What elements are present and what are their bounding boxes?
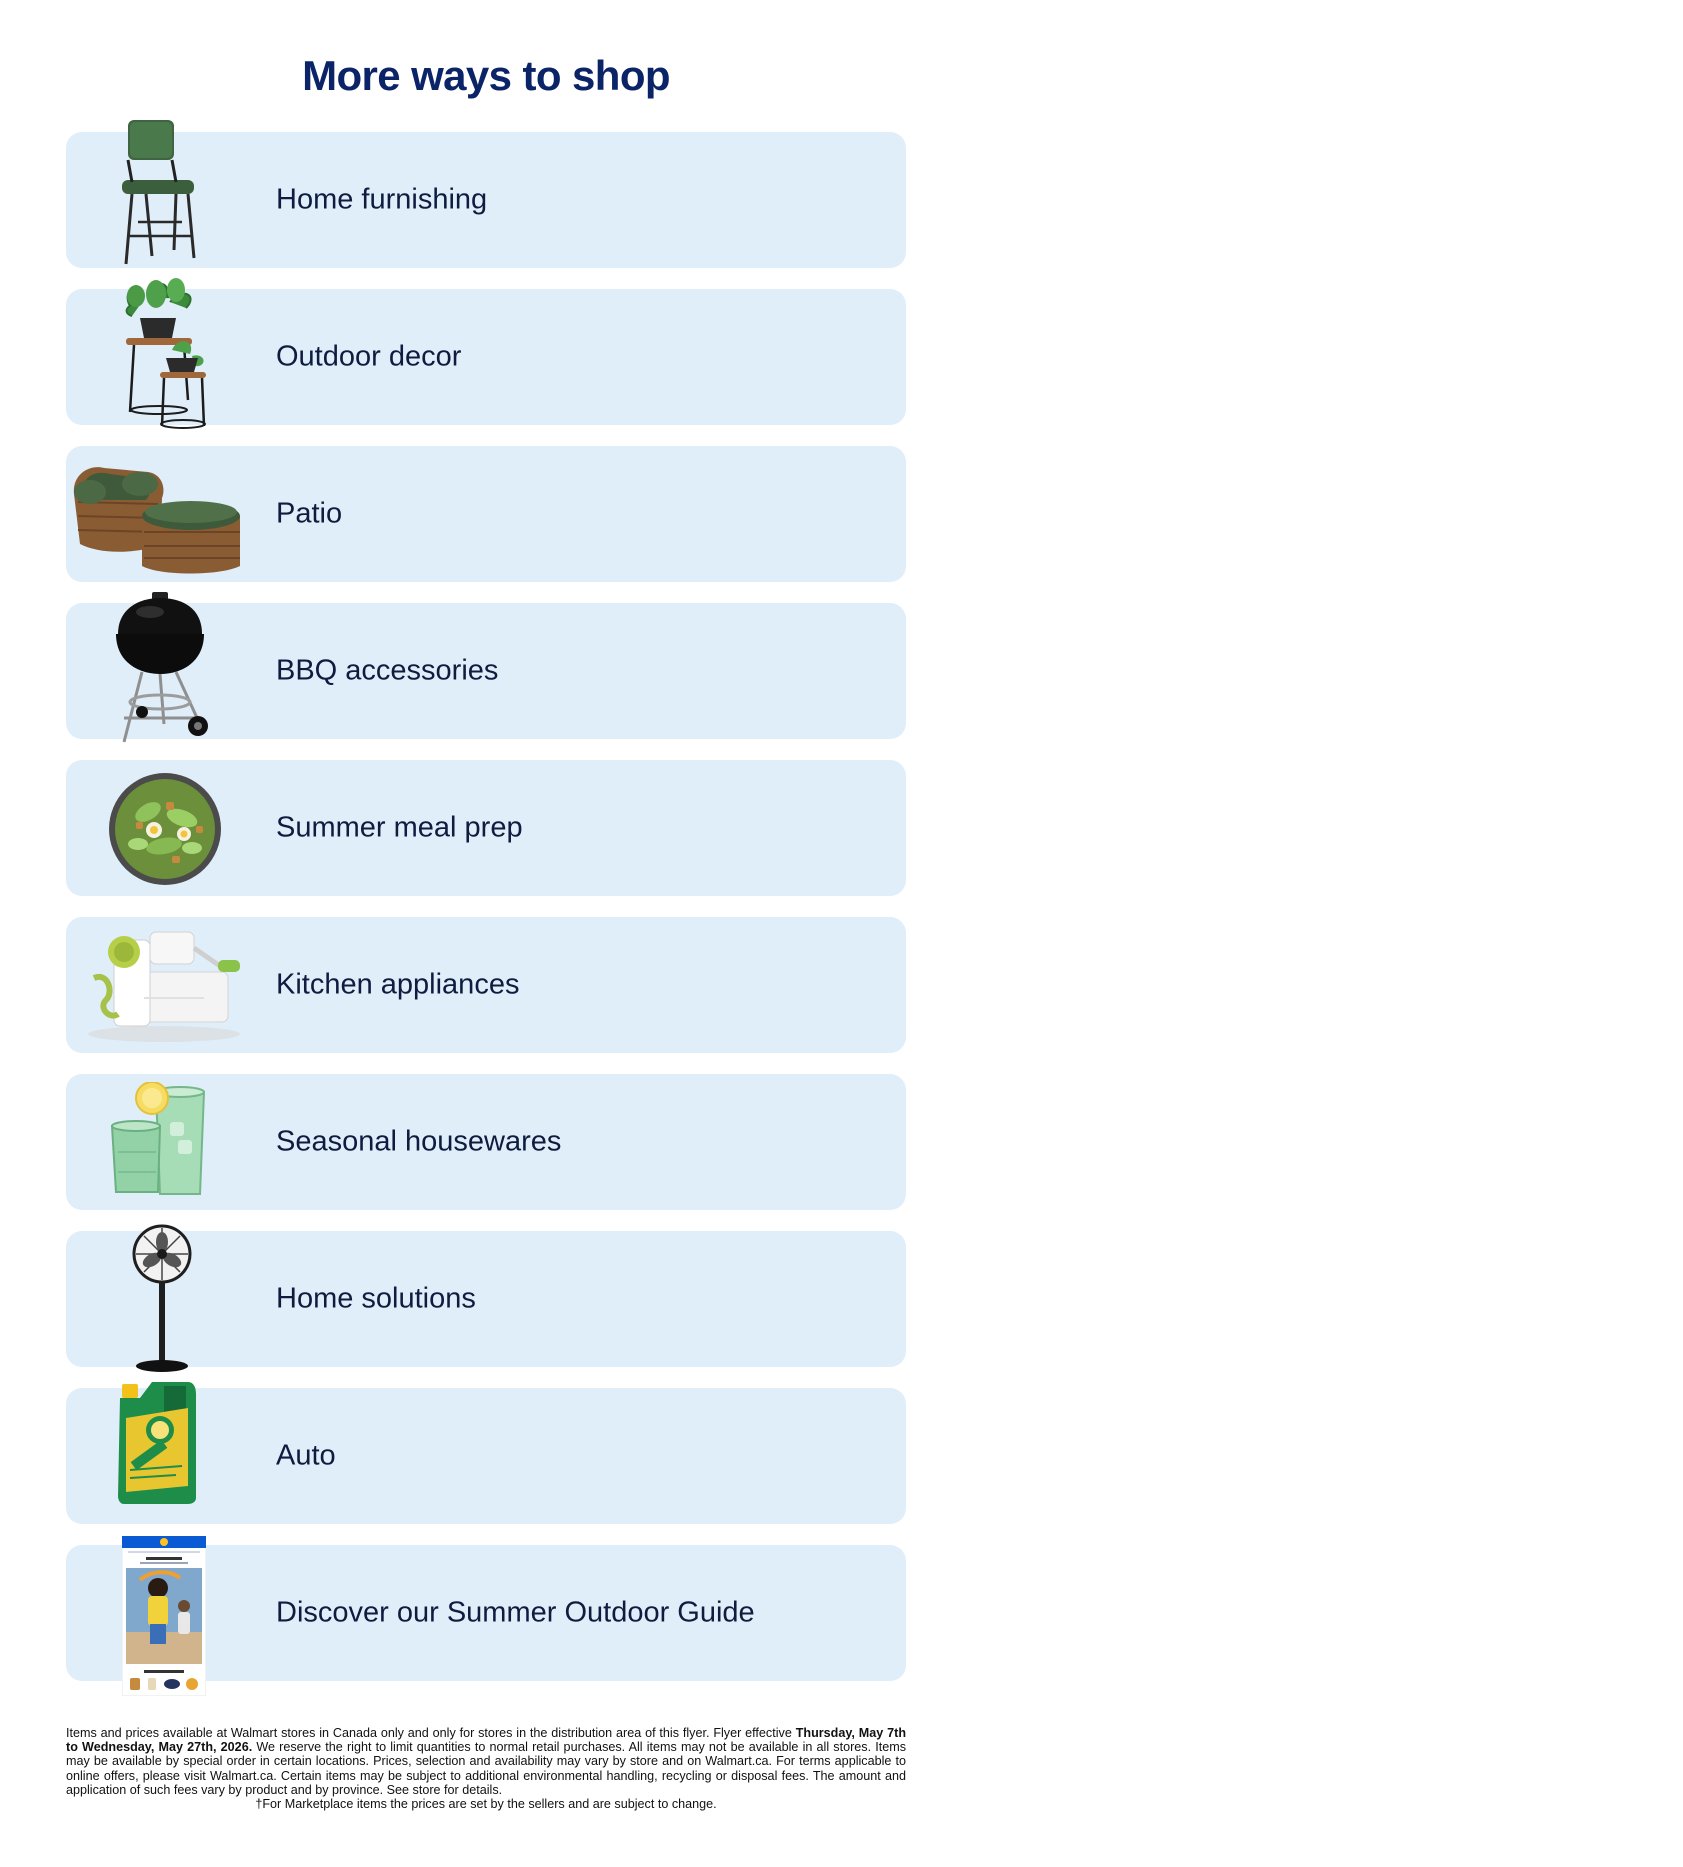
plant-stands-icon <box>112 272 212 432</box>
disclaimer-intro: Items and prices available at Walmart stores in Canada only and only for stores in the distribution area of this flyer. Flyer effective <box>66 1726 792 1740</box>
outdoor-guide-flyer-icon <box>122 1536 206 1696</box>
disclaimer-body: We reserve the right to limit quantities to normal retail purchases. All items may not be available in all stores. Items may be available by special order in certain locations. Prices, selection and availability may vary by store and on Walmart.ca. For terms applicable to online offers, please visit Walmart.ca. Certain items may be subject to additional environmental handling, recycling or disposal fees. The amount and application of such fees vary by product and by province. See store for details. <box>66 1740 906 1797</box>
category-label: Kitchen appliances <box>276 968 520 1001</box>
standing-fan-icon <box>128 1224 196 1374</box>
green-glasses-icon <box>108 1082 218 1200</box>
category-label: Home furnishing <box>276 183 488 216</box>
salad-bowl-icon <box>108 772 222 886</box>
legal-disclaimer <box>66 1726 906 1811</box>
disclaimer-dates: Thursday, May 7th to Wednesday, May 27th, 2026. <box>66 1726 907 1755</box>
category-label: Auto <box>276 1439 336 1472</box>
category-label: Seasonal housewares <box>276 1125 562 1158</box>
patio-chair-ottoman-icon <box>70 454 246 578</box>
category-label: Home solutions <box>276 1282 476 1315</box>
category-label: Discover our Summer Outdoor Guide <box>276 1596 755 1629</box>
category-label: Outdoor decor <box>276 340 462 373</box>
category-label: Summer meal prep <box>276 811 523 844</box>
page-title: More ways to shop <box>302 52 670 99</box>
category-label: BBQ accessories <box>276 654 499 687</box>
motor-oil-jug-icon <box>116 1378 198 1504</box>
bar-stool-icon <box>118 118 204 268</box>
spiralizer-icon <box>84 922 246 1044</box>
marketplace-note: †For Marketplace items the prices are set by the sellers and are subject to change. <box>255 1797 717 1812</box>
kettle-grill-icon <box>114 590 210 746</box>
disclaimer-paragraph <box>66 1726 906 1797</box>
category-label: Patio <box>276 497 343 530</box>
